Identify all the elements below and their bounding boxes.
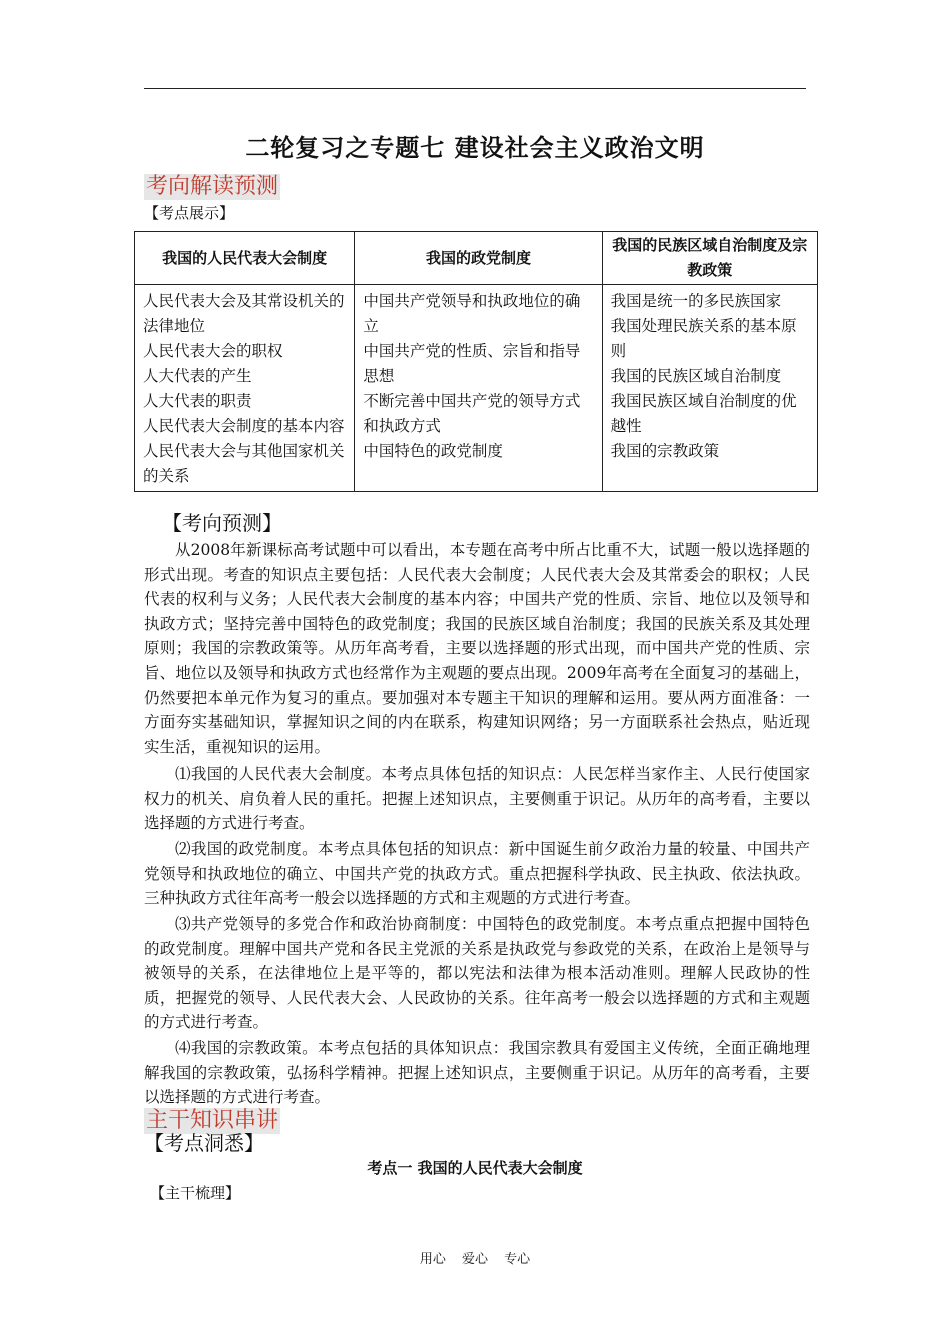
list-item: 中国共产党领导和执政地位的确立: [363, 292, 581, 335]
paragraph-point-2: ⑵我国的政党制度。本考点具体包括的知识点：新中国诞生前夕政治力量的较量、中国共产党领导和执政地位的确立、中国共产党的执政方式。重点把握科学执政、民主执政、依法执政。三种执政方式往年高考一般会以选择题的方式和主观题的方式进行考查。: [144, 840, 810, 908]
list-item: 人大代表的职责: [143, 392, 252, 410]
label-zhugan-shuli: 【主干梳理】: [150, 1184, 241, 1202]
table-header-cell: 我国的民族区域自治制度及宗教政策: [602, 232, 817, 285]
list-item: 我国处理民族关系的基本原则: [610, 317, 797, 360]
section-heading-kaoxiang: 考向解读预测: [146, 174, 279, 199]
list-item: 中国特色的政党制度: [363, 442, 503, 460]
section-heading-zhugan: 主干知识串讲: [146, 1108, 279, 1133]
page-title: 二轮复习之专题七 建设社会主义政治文明: [245, 133, 705, 162]
list-item: 人大代表的产生: [143, 367, 252, 385]
table-row: [135, 285, 818, 492]
list-item: 人民代表大会制度的基本内容: [143, 417, 345, 435]
list-item: 中国共产党的性质、宗旨和指导思想: [363, 342, 581, 385]
list-item: 人民代表大会与其他国家机关的关系: [143, 442, 345, 485]
label-kaoxiang-yuce: 【考向预测】: [162, 511, 282, 535]
kaodian-table: [134, 231, 818, 492]
paragraph-point-4: ⑷我国的宗教政策。本考点包括的具体知识点：我国宗教具有爱国主义传统，全面正确地理解我国的宗教政策，弘扬科学精神。把握上述知识点，主要侧重于识记。从历年的高考看，主要以选择题的方式进行考查。: [144, 1039, 810, 1107]
table-header-cell: 我国的政党制度: [355, 232, 602, 285]
list-item: 我国是统一的多民族国家: [610, 292, 782, 310]
list-item: 人民代表大会及其常设机关的法律地位: [143, 292, 345, 335]
list-item: 人民代表大会的职权: [143, 342, 283, 360]
list-item: 我国民族区域自治制度的优越性: [610, 392, 797, 435]
page-footer: 用心 爱心 专心: [419, 1252, 531, 1267]
paragraph-point-3: ⑶共产党领导的多党合作和政治协商制度：中国特色的政党制度。本考点重点把握中国特色的政党制度。理解中国共产党和各民主党派的关系是执政党与参政党的关系，在政治上是领导与被领导的关系，在法律地位上是平等的，都以宪法和法律为根本活动准则。理解人民政协的性质，把握党的领导、人民代表大会、人民政协的关系。往年高考一般会以选择题的方式和主观题的方式进行考查。: [144, 915, 810, 1032]
table-header-row: [135, 232, 818, 285]
table-cell-col2: [355, 285, 602, 492]
table-cell-col1: [135, 285, 355, 492]
label-kaodian-dongxi: 【考点洞悉】: [144, 1131, 264, 1155]
table-cell-col3: [602, 285, 817, 492]
table-header-cell: 我国的人民代表大会制度: [135, 232, 355, 285]
kaodian-yi-heading: 考点一 我国的人民代表大会制度: [367, 1159, 583, 1177]
list-item: 我国的宗教政策: [610, 442, 720, 460]
list-item: 不断完善中国共产党的领导方式和执政方式: [363, 392, 581, 435]
paragraph-point-1: ⑴我国的人民代表大会制度。本考点具体包括的知识点：人民怎样当家作主、人民行使国家权力的机关、肩负着人民的重托。把握上述知识点，主要侧重于识记。从历年的高考看，主要以选择题的方式进行考查。: [144, 765, 810, 833]
paragraph-intro: 从2008年新课标高考试题中可以看出，本专题在高考中所占比重不大，试题一般以选择题的形式出现。考查的知识点主要包括：人民代表大会制度；人民代表大会及其常委会的职权；人民代表的权利与义务；人民代表大会制度的基本内容；中国共产党的性质、宗旨、地位以及领导和执政方式；坚持完善中国特色的政党制度；我国的民族区域自治制度；我国的民族关系及其处理原则；我国的宗教政策等。从历年高考看，主要以选择题的形式出现，而中国共产党的性质、宗旨、地位以及领导和执政方式也经常作为主观题的要点出现。2009年高考在全面复习的基础上，仍然要把本单元作为复习的重点。要加强对本专题主干知识的理解和运用。要从两方面准备：一方面夯实基础知识，掌握知识之间的内在联系，构建知识网络；另一方面联系社会热点，贴近现实生活，重视知识的运用。: [144, 541, 810, 756]
header-rule: [144, 88, 806, 89]
list-item: 我国的民族区域自治制度: [610, 367, 782, 385]
label-kaodian-zhanshi: 【考点展示】: [144, 204, 235, 222]
